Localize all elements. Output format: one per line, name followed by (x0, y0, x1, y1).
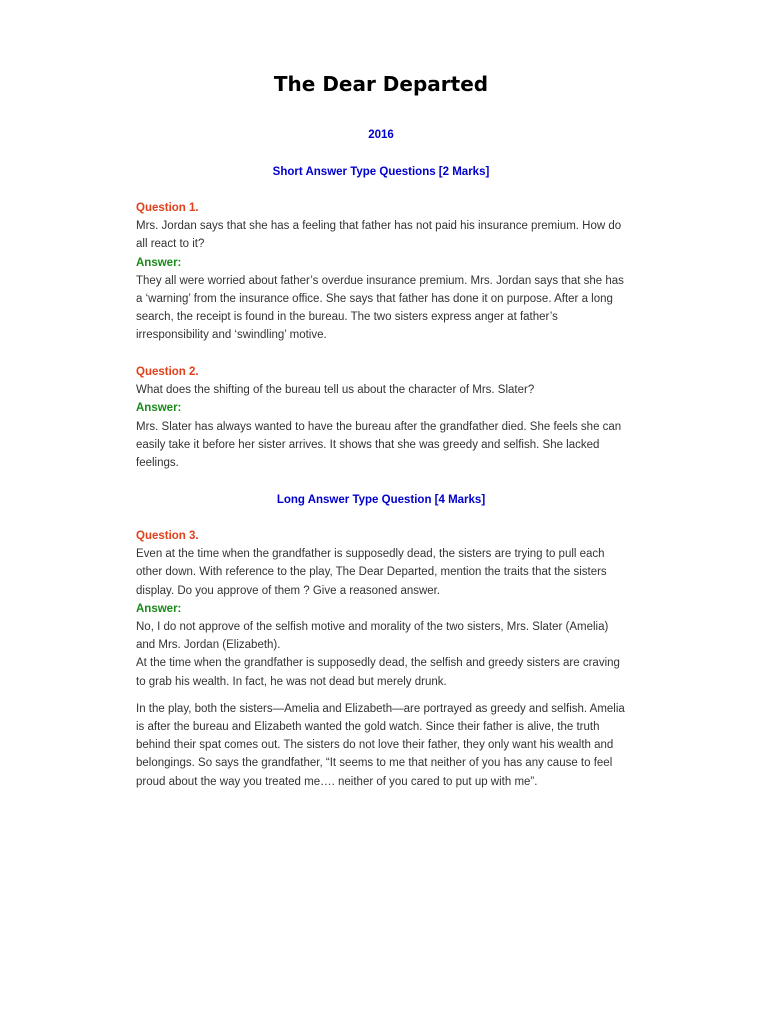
answer-paragraph-1: No, I do not approve of the selfish motive and morality of the two sisters, Mrs. Slater (Amelia) and Mrs. Jordan (Elizabeth). (136, 621, 609, 652)
question-label: Question 1. (136, 202, 199, 214)
question-block-3 (136, 527, 628, 791)
question-text: Even at the time when the grandfather is supposedly dead, the sisters are trying to pull each other down. With reference to the play, The Dear Departed, mention the traits that the sisters display. Do you approve of them ? Give a reasoned answer. (136, 548, 607, 597)
answer-text: They all were worried about father’s overdue insurance premium. Mrs. Jordan says that she has a ‘warning’ from the insurance office. She says that father has done it on purpose. After a long search, the receipt is found in the bureau. The two sisters express anger at father’s irresponsibility and ‘swindling’ motive. (136, 274, 624, 342)
question-text: What does the shifting of the bureau tell us about the character of Mrs. Slater? (136, 384, 535, 397)
answer-text: Mrs. Slater has always wanted to have the bureau after the grandfather died. She feels she can easily take it before her sister arrives. It shows that she was greedy and selfish. She lacked feelings. (136, 420, 622, 470)
question-text: Mrs. Jordan says that she has a feeling that father has not paid his insurance premium. How do all react to it? (136, 220, 622, 251)
answer-label: Answer: (136, 602, 182, 615)
question-label: Question 3. (136, 530, 199, 542)
year-heading: 2016 (368, 129, 394, 141)
section-heading-short-answer: Short Answer Type Questions [2 Marks] (272, 166, 490, 178)
question-block-1 (136, 199, 628, 345)
answer-paragraph-2: At the time when the grandfather is supposedly dead, the selfish and greedy sisters are craving to grab his wealth. In fact, he was not dead but merely drunk. (136, 657, 620, 688)
page-title: The Dear Departed (273, 72, 489, 96)
answer-label: Answer: (136, 256, 182, 269)
question-block-2 (136, 363, 628, 472)
question-label: Question 2. (136, 366, 199, 378)
section-heading-long-answer: Long Answer Type Question [4 Marks] (276, 494, 486, 506)
answer-paragraph-3: In the play, both the sisters—Amelia and Elizabeth—are portrayed as greedy and selfish. Amelia is after the bureau and Elizabeth wanted the gold watch. Since their father is alive, the truth behind their spat comes out. The sisters do not love their father, they only want his wealth and belongings. So says the grandfather, “It seems to me that neither of you has any cause to feel proud about the way you treated me…. neither of you cared to put up with me”. (136, 702, 625, 788)
answer-label: Answer: (136, 402, 182, 415)
